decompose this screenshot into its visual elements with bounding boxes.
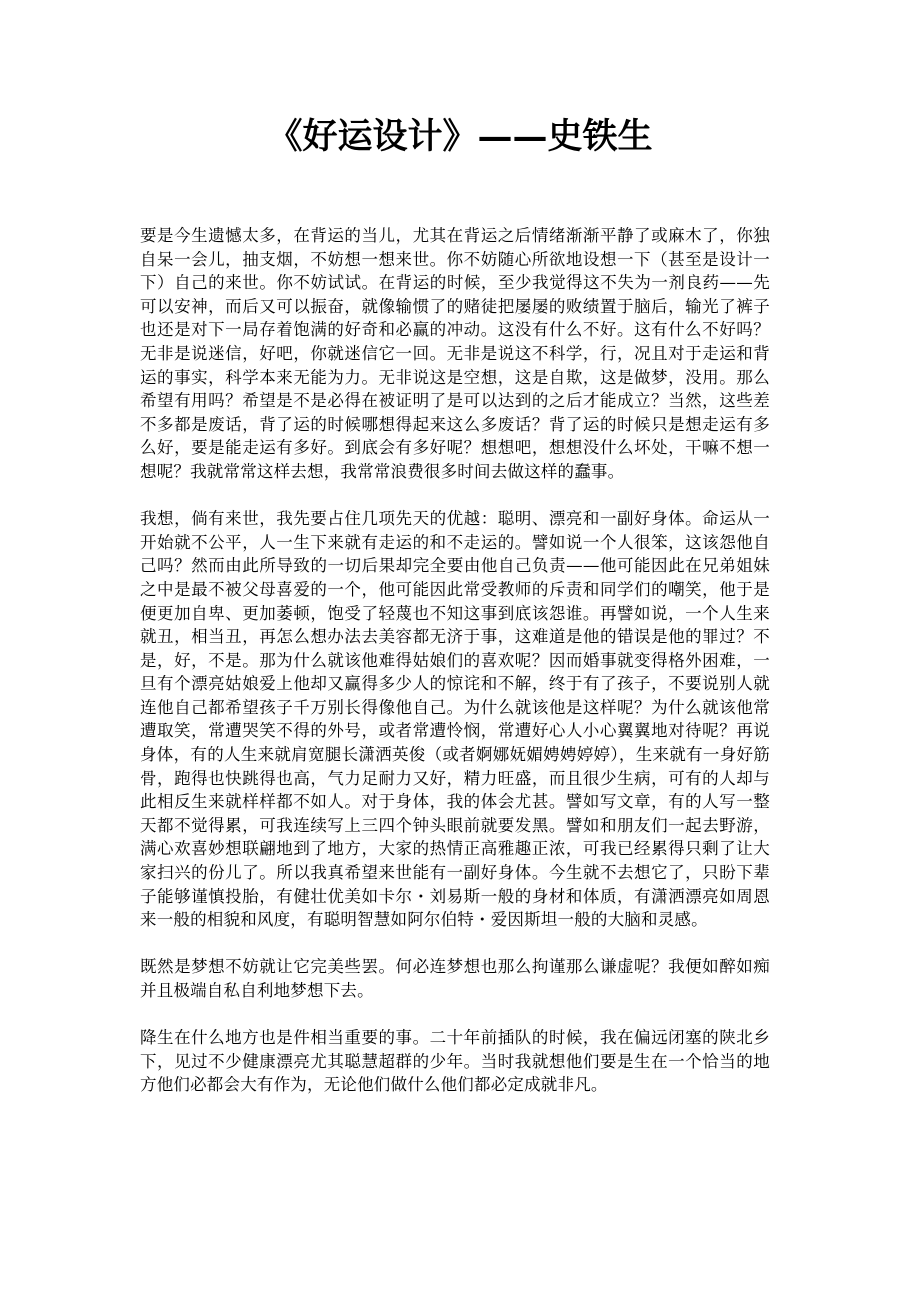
paragraph: 降生在什么地方也是件相当重要的事。二十年前插队的时候，我在偏远闭塞的陕北乡下，见过不少健康漂亮尤其聪慧超群的少年。当时我就想他们要是生在一个恰当的地方他们必都会大有作为，无论他们做什么他们都必定成就非凡。 [140,1028,770,1095]
document-title: 《好运设计》——史铁生 [267,116,653,157]
paragraph: 我想，倘有来世，我先要占住几项先天的优越：聪明、漂亮和一副好身体。命运从一开始就不公平，人一生下来就有走运的和不走运的。譬如说一个人很笨，这该怨他自己吗？然而由此所导致的一切后果却完全要由他自己负责——他可能因此在兄弟姐妹之中是最不被父母喜爱的一个，他可能因此常受教师的斥责和同学们的嘲笑，他于是便更加自卑、更加萎顿，饱受了轻蔑也不知这事到底该怨谁。再譬如说，一个人生来就丑，相当丑，再怎么想办法去美容都无济于事，这难道是他的错误是他的罪过？不是，好，不是。那为什么就该他难得姑娘们的喜欢呢？因而婚事就变得格外困难，一旦有个漂亮姑娘爱上他却又赢得多少人的惊诧和不解，终于有了孩子，不要说别人就连他自己都希望孩子千万别长得像他自己。为什么就该他是这样呢？为什么就该他常遭取笑，常遭哭笑不得的外号，或者常遭怜悯，常遭好心人小心翼翼地对待呢？再说身体，有的人生来就肩宽腿长潇洒英俊（或者婀娜妩媚娉娉婷婷），生来就有一身好筋骨，跑得也快跳得也高，气力足耐力又好，精力旺盛，而且很少生病，可有的人却与此相反生来就样样都不如人。对于身体，我的体会尤甚。譬如写文章，有的人写一整天都不觉得累，可我连续写上三四个钟头眼前就要发黑。譬如和朋友们一起去野游，满心欢喜妙想联翩地到了地方，大家的热情正高雅趣正浓，可我已经累得只剩了让大家扫兴的份儿了。所以我真希望来世能有一副好身体。今生就不去想它了，只盼下辈子能够谨慎投胎，有健壮优美如卡尔・刘易斯一般的身材和体质，有潇洒漂亮如周恩来一般的相貌和风度，有聪明智慧如阿尔伯特・爱因斯坦一般的大脑和灵感。 [140,509,770,930]
paragraph: 既然是梦想不妨就让它完美些罢。何必连梦想也那么拘谨那么谦虚呢？我便如醉如痴并且极端自私自利地梦想下去。 [140,957,770,1000]
paragraph: 要是今生遗憾太多，在背运的当儿，尤其在背运之后情绪渐渐平静了或麻木了，你独自呆一会儿，抽支烟，不妨想一想来世。你不妨随心所欲地设想一下（甚至是设计一下）自己的来世。你不妨试试。在背运的时候，至少我觉得这不失为一剂良药——先可以安神，而后又可以振奋，就像输惯了的赌徒把屡屡的败绩置于脑后，输光了裤子也还是对下一局存着饱满的好奇和必赢的冲动。这没有什么不好。这有什么不好吗？无非是说迷信，好吧，你就迷信它一回。无非是说这不科学，行，况且对于走运和背运的事实，科学本来无能为力。无非说这是空想，这是自欺，这是做梦，没用。那么希望有用吗？希望是不是必得在被证明了是可以达到的之后才能成立？当然，这些差不多都是废话，背了运的时候哪想得起来这么多废话？背了运的时候只是想走运有多么好，要是能走运有多好。到底会有多好呢？想想吧，想想没什么坏处，干嘛不想一想呢？我就常常这样去想，我常常浪费很多时间去做这样的蠢事。 [140,226,770,481]
document-body [140,224,770,1121]
